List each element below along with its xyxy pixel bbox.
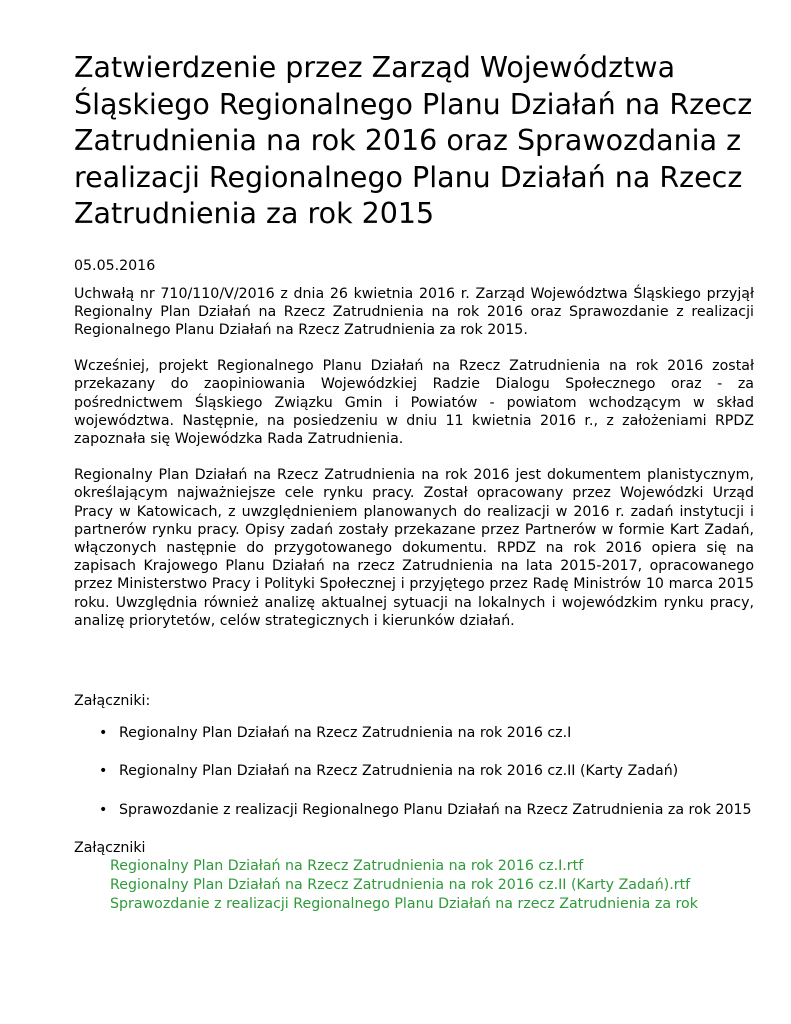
file-link-rpdz-part-2[interactable]: Regionalny Plan Działań na Rzecz Zatrudnienia na rok 2016 cz.II (Karty Zadań).rtf	[110, 877, 691, 894]
attachment-item-label: Sprawozdanie z realizacji Regionalnego Planu Działań na Rzecz Zatrudnienia za rok 2015	[119, 801, 752, 818]
list-item	[74, 724, 754, 743]
file-link-report-2015[interactable]: Sprawozdanie z realizacji Regionalnego Planu Działań na rzecz Zatrudnienia za rok	[110, 896, 698, 913]
attachment-item-label: Regionalny Plan Działań na Rzecz Zatrudnienia na rok 2016 cz.II (Karty Zadań)	[119, 763, 679, 780]
attachment-item-label: Regionalny Plan Działań na Rzecz Zatrudnienia na rok 2016 cz.I	[119, 724, 572, 741]
file-links-list	[110, 857, 754, 914]
bullet-icon: •	[99, 763, 108, 780]
file-link-rpdz-part-1[interactable]: Regionalny Plan Działań na Rzecz Zatrudnienia na rok 2016 cz.I.rtf	[110, 858, 584, 875]
publish-date: 05.05.2016	[74, 257, 156, 274]
bullet-icon: •	[99, 724, 108, 741]
body-paragraph-2: Wcześniej, projekt Regionalnego Planu Działań na Rzecz Zatrudnienia na rok 2016 został przekazany do zaopiniowania Wojewódzkiej Radzie Dialogu Społecznego oraz - za pośrednictwem Śląskiego Związku Gmin i Powiatów - powiatom wchodzącym w skład województwa. Następnie, na posiedzeniu w dniu 11 kwietnia 2016 r., z założeniami RPDZ zapoznała się Wojewódzka Rada Zatrudnienia.	[74, 358, 754, 447]
list-item	[74, 762, 754, 781]
document-page	[74, 50, 754, 914]
bullet-icon: •	[99, 801, 108, 818]
files-heading: Załączniki	[74, 840, 146, 857]
attachments-heading: Załączniki:	[74, 692, 151, 709]
page-title: Zatwierdzenie przez Zarząd Województwa Śląskiego Regionalnego Planu Działań na Rzecz Zatrudnienia na rok 2016 oraz Sprawozdania z realizacji Regionalnego Planu Działań na Rzecz Zatrudnienia za rok 2015	[74, 51, 753, 230]
body-paragraph-1: Uchwałą nr 710/110/V/2016 z dnia 26 kwietnia 2016 r. Zarząd Województwa Śląskiego przyjął Regionalny Plan Działań na Rzecz Zatrudnienia na rok 2016 oraz Sprawozdanie z realizacji Regionalnego Planu Działań na Rzecz Zatrudnienia za rok 2015.	[74, 285, 754, 338]
body-paragraph-3: Regionalny Plan Działań na Rzecz Zatrudnienia na rok 2016 jest dokumentem planistycznym, określającym najważniejsze cele rynku pracy. Został opracowany przez Wojewódzki Urząd Pracy w Katowicach, z uwzględnieniem planowanych do realizacji w 2016 r. zadań instytucji i partnerów rynku pracy. Opisy zadań zostały przekazane przez Partnerów w formie Kart Zadań, włączonych następnie do przygotowanego dokumentu. RPDZ na rok 2016 opiera się na zapisach Krajowego Planu Działań na rzecz Zatrudnienia na lata 2015-2017, opracowanego przez Ministerstwo Pracy i Polityki Społecznej i przyjętego przez Radę Ministrów 10 marca 2015 roku. Uwzględnia również analizę aktualnej sytuacji na lokalnych i wojewódzkim rynku pracy, analizę priorytetów, celów strategicznych i kierunków działań.	[74, 467, 754, 629]
attachments-list	[74, 724, 754, 820]
list-item	[74, 801, 754, 820]
